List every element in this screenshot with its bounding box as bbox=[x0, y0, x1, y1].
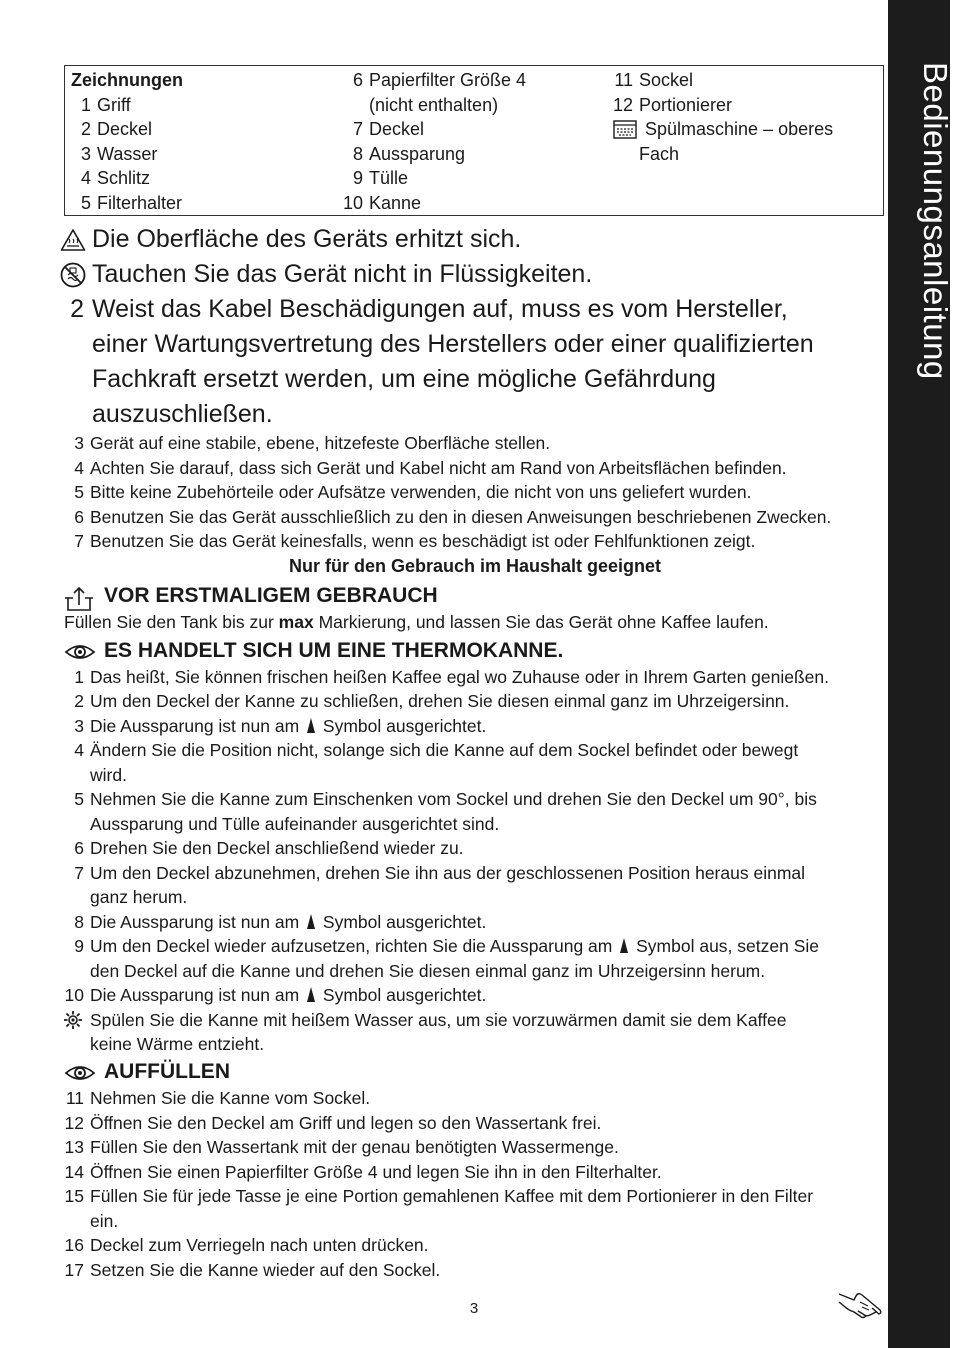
drawings-legend bbox=[64, 65, 884, 216]
legend-column-1 bbox=[71, 68, 341, 215]
legend-item: 9 Tülle bbox=[352, 168, 409, 188]
legend-column-2 bbox=[335, 68, 605, 215]
legend-column-3 bbox=[605, 68, 881, 166]
eye-icon bbox=[64, 1062, 96, 1084]
page-number: 3 bbox=[469, 1300, 479, 1317]
legend-item: (nicht enthalten) bbox=[369, 94, 499, 115]
legend-item: 11 Sockel bbox=[614, 70, 694, 90]
triangle-symbol-icon bbox=[306, 986, 316, 1003]
legend-item: 12 Portionierer bbox=[612, 94, 733, 115]
sidebar-title: Bedienungsanleitung bbox=[917, 62, 954, 380]
legend-item: Fach bbox=[639, 143, 680, 164]
legend-item: 10 Kanne bbox=[342, 192, 422, 213]
sun-tip-icon bbox=[64, 1011, 82, 1036]
triangle-symbol-icon bbox=[619, 937, 629, 954]
legend-item: 7 Deckel bbox=[352, 119, 425, 139]
triangle-symbol-icon bbox=[306, 913, 316, 930]
legend-heading: Zeichnungen bbox=[71, 70, 183, 90]
legend-item: 8 Aussparung bbox=[352, 143, 466, 164]
legend-item: 1 Griff bbox=[80, 94, 131, 115]
legend-item: 6 Papierfilter Größe 4 bbox=[352, 70, 527, 90]
legend-item: 2 Deckel bbox=[80, 119, 153, 139]
legend-item: Spülmaschine – oberes bbox=[605, 117, 881, 142]
legend-item: 5 Filterhalter bbox=[80, 192, 183, 213]
unpack-box-icon bbox=[64, 586, 94, 612]
triangle-symbol-icon bbox=[306, 717, 316, 734]
legend-item: 3 Wasser bbox=[80, 143, 158, 164]
eye-icon bbox=[64, 641, 96, 663]
pointing-hand-icon bbox=[836, 1280, 884, 1325]
legend-item: 4 Schlitz bbox=[80, 168, 151, 188]
household-note: Nur für den Gebrauch im Haushalt geeignet bbox=[288, 556, 662, 576]
hot-surface-warning-icon bbox=[60, 227, 86, 262]
max-marker: max bbox=[278, 612, 314, 632]
